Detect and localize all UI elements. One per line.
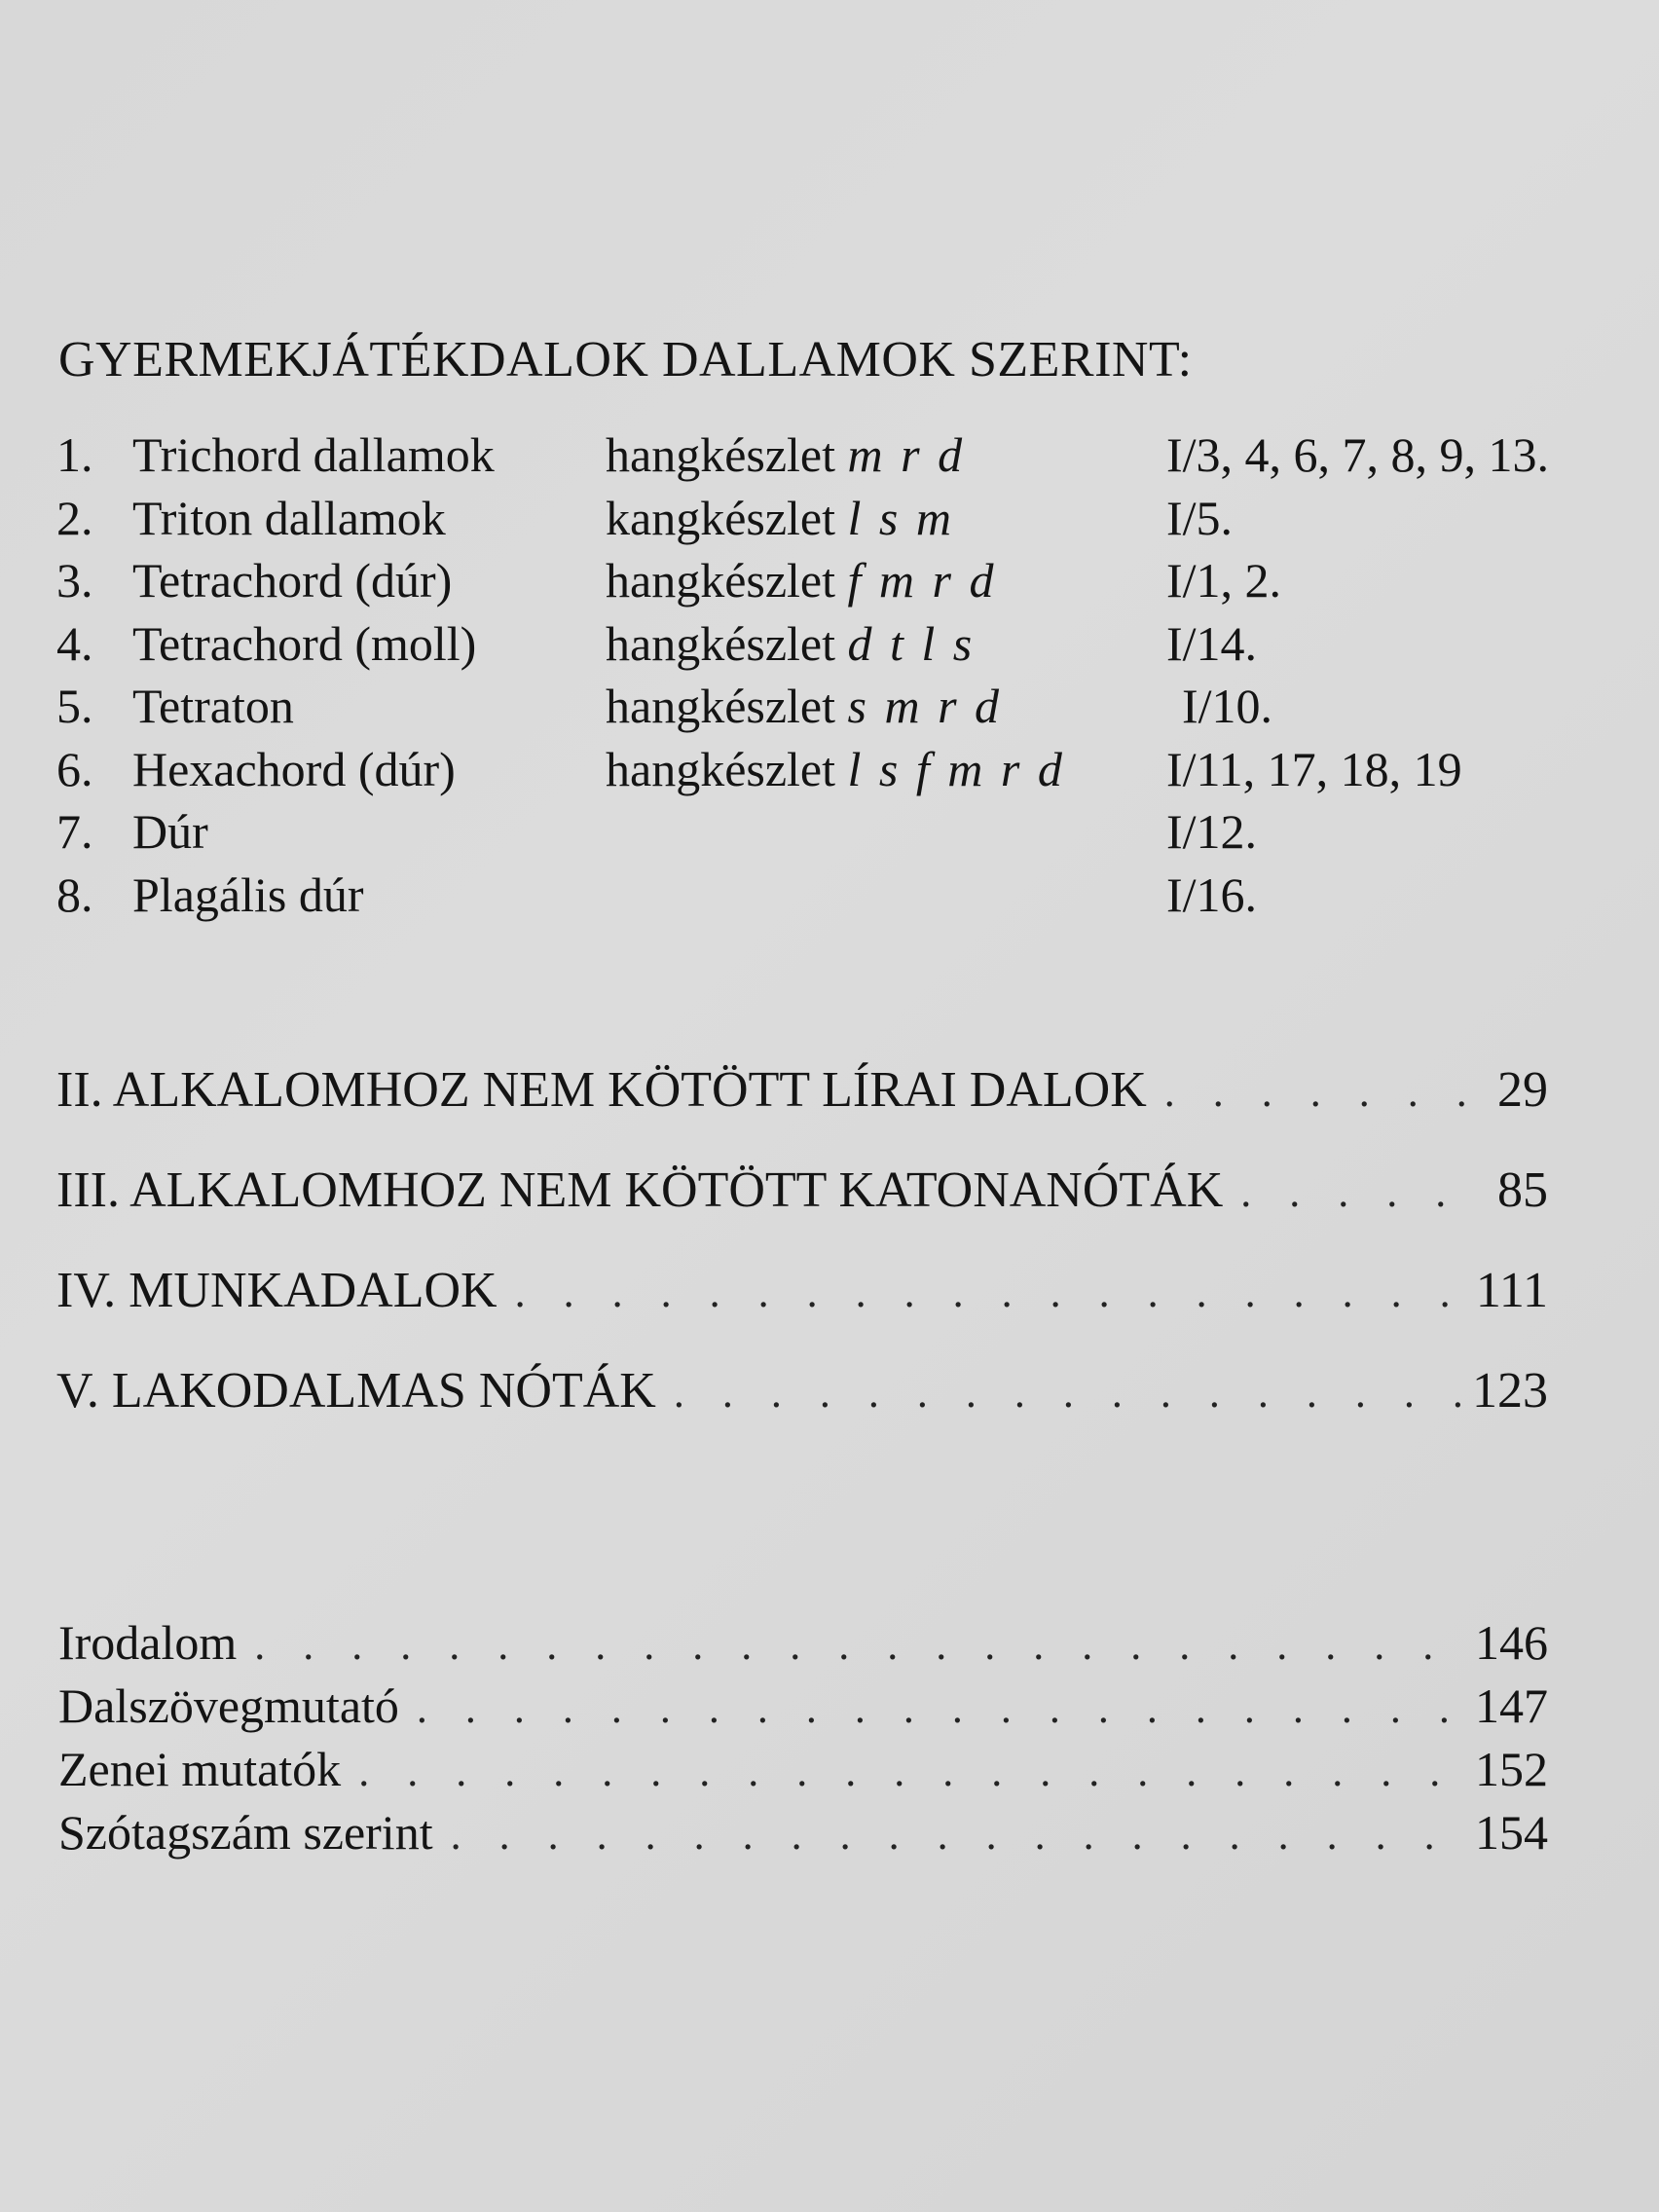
melody-ref: I/3, 4, 6, 7, 8, 9, 13. (1166, 427, 1550, 482)
page-number: 146 (1475, 1615, 1548, 1670)
melody-name: Triton dallamok (132, 490, 446, 545)
melody-name: Tetrachord (dúr) (132, 553, 453, 608)
melody-scale (606, 741, 1065, 797)
scale-word: hangkészlet (606, 427, 836, 482)
index-title: Szótagszám szerint (58, 1805, 433, 1860)
melody-row (56, 490, 1653, 553)
melody-ref: I/14. (1166, 615, 1258, 671)
page-number: 152 (1475, 1742, 1548, 1796)
melody-number: 8. (56, 866, 93, 922)
melody-ref: I/1, 2. (1166, 553, 1282, 608)
solfege-syllables: s m r d (847, 679, 1003, 733)
chapter-list (56, 1061, 1548, 1462)
toc-entry[interactable] (58, 1677, 1548, 1741)
melody-ref: I/10. (1182, 679, 1273, 733)
dot-leader (254, 1620, 1463, 1670)
scale-word: hangkészlet (606, 741, 836, 796)
chapter-title: III. ALKALOMHOZ NEM KÖTÖTT KATONANÓTÁK (56, 1162, 1224, 1218)
melody-name: Plagális dúr (132, 866, 364, 922)
melody-name: Hexachord (dúr) (132, 741, 456, 796)
page-number: 111 (1475, 1263, 1548, 1318)
melody-number: 6. (56, 741, 93, 796)
melody-number: 4. (56, 615, 93, 671)
toc-entry[interactable] (56, 1262, 1548, 1362)
scale-word: hangkészlet (606, 553, 836, 608)
dot-leader (358, 1747, 1463, 1796)
page-number: 85 (1497, 1162, 1548, 1218)
toc-entry[interactable] (56, 1061, 1548, 1161)
melody-number: 7. (56, 804, 93, 859)
solfege-syllables: l s m (847, 490, 954, 545)
solfege-syllables: f m r d (847, 553, 997, 608)
melody-row (56, 803, 1653, 866)
melody-row (56, 426, 1653, 490)
scale-word: hangkészlet (606, 679, 836, 733)
melody-scale (606, 615, 975, 672)
toc-entry[interactable] (56, 1161, 1548, 1262)
melody-scale (606, 426, 965, 483)
chapter-title: II. ALKALOMHOZ NEM KÖTÖTT LÍRAI DALOK (56, 1062, 1147, 1118)
toc-entry[interactable] (56, 1362, 1548, 1462)
melody-name: Trichord dallamok (132, 427, 495, 482)
melody-row (56, 866, 1653, 930)
index-title: Irodalom (58, 1615, 238, 1670)
dot-leader (515, 1268, 1464, 1317)
melody-number: 3. (56, 553, 93, 608)
melody-number: 5. (56, 679, 93, 733)
melody-number: 2. (56, 490, 93, 545)
page-number: 29 (1497, 1062, 1548, 1118)
melody-name: Dúr (132, 804, 208, 859)
melody-scale (606, 490, 954, 546)
index-title: Dalszövegmutató (58, 1678, 399, 1733)
dot-leader (451, 1810, 1463, 1860)
melody-list (56, 426, 1653, 929)
toc-entry[interactable] (58, 1614, 1548, 1677)
dot-leader (1240, 1167, 1486, 1217)
chapter-title: V. LAKODALMAS NÓTÁK (56, 1363, 656, 1419)
melody-ref: I/12. (1166, 804, 1258, 859)
solfege-syllables: d t l s (847, 615, 976, 671)
chapter-title: IV. MUNKADALOK (56, 1263, 498, 1318)
dot-leader (674, 1368, 1460, 1418)
toc-entry[interactable] (58, 1741, 1548, 1804)
melody-ref: I/11, 17, 18, 19 (1166, 741, 1462, 796)
page-number: 123 (1472, 1363, 1548, 1419)
page-number: 147 (1475, 1678, 1548, 1733)
scale-word: kangkészlet (606, 490, 836, 545)
melody-number: 1. (56, 427, 93, 482)
toc-entry[interactable] (58, 1804, 1548, 1867)
dot-leader (417, 1683, 1463, 1733)
melody-scale (606, 552, 996, 608)
dot-leader (1164, 1067, 1486, 1117)
melody-name: Tetraton (132, 679, 294, 733)
index-title: Zenei mutatók (58, 1742, 342, 1796)
melody-row (56, 615, 1653, 679)
melody-row (56, 552, 1653, 615)
melody-row (56, 678, 1653, 741)
scale-word: hangkészlet (606, 615, 836, 671)
solfege-syllables: m r d (847, 427, 966, 482)
melody-row (56, 741, 1653, 804)
melody-ref: I/16. (1166, 866, 1258, 922)
section-title: GYERMEKJÁTÉKDALOK DALLAMOK SZERINT: (58, 332, 1193, 387)
solfege-syllables: l s f m r d (847, 741, 1065, 796)
melody-scale (606, 678, 1002, 734)
melody-ref: I/5. (1166, 490, 1234, 545)
page-number: 154 (1475, 1805, 1548, 1860)
index-list (58, 1614, 1548, 1867)
melody-name: Tetrachord (moll) (132, 615, 477, 671)
